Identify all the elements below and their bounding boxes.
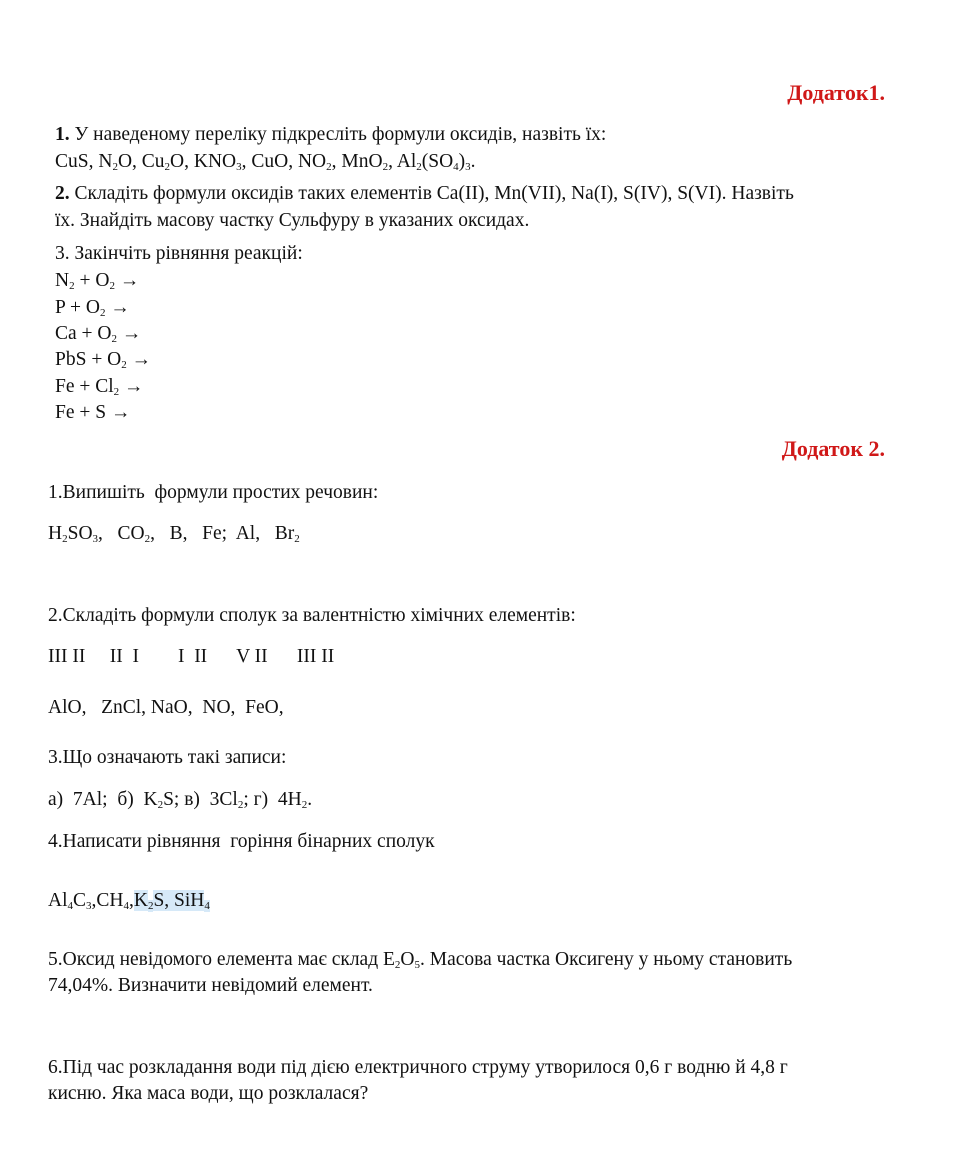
text-segment: P + O (55, 297, 100, 318)
subscript: 2 (237, 799, 244, 811)
subscript: 3 (86, 900, 92, 912)
text-segment: 1.Випишіть формули простих речовин: (48, 482, 379, 503)
text-line (48, 948, 792, 972)
text-segment: + O (74, 270, 110, 291)
text-segment: . Масова частка Оксигену у ньому становить (420, 949, 793, 970)
text-line (55, 182, 794, 206)
text-segment: CuS, N (55, 151, 113, 172)
subscript: 2 (157, 799, 164, 811)
subscript: 2 (382, 161, 389, 173)
text-segment: , MnO (331, 151, 383, 172)
text-segment: (SO (421, 151, 454, 172)
subscript: 2 (164, 161, 171, 173)
text-segment: O (400, 949, 415, 970)
text-line (48, 481, 378, 505)
text-line (48, 1082, 368, 1106)
text-line (55, 209, 529, 233)
subscript: 3 (236, 161, 242, 173)
text-line (55, 296, 130, 320)
text-segment: K (133, 890, 148, 911)
text-segment: → (126, 349, 152, 370)
text-line (48, 604, 576, 628)
text-segment: S, SiH (153, 890, 205, 911)
text-line (48, 830, 435, 854)
text-segment: 3. Закінчіть рівняння реакцій: (55, 243, 303, 264)
text-line (55, 348, 151, 372)
text-segment: , B, Fe; Al, Br (150, 523, 295, 544)
text-segment: Ca + O (55, 323, 112, 344)
text-line (48, 746, 286, 770)
subscript: 2 (99, 307, 106, 319)
subscript: 4 (123, 900, 129, 912)
text-line (55, 150, 476, 174)
text-line (48, 522, 300, 546)
text-segment: , CuO, NO (241, 151, 327, 172)
text-segment: У наведеному переліку підкресліть формули оксидів, назвіть їх: (69, 124, 607, 145)
text-segment: 4.Написати рівняння горіння бінарних сполук (48, 831, 435, 852)
text-segment: 1. (55, 124, 70, 145)
text-segment: 2.Складіть формули сполук за валентністю хімічних елементів: (48, 605, 576, 626)
subscript: 2 (112, 161, 118, 173)
subscript: 4 (453, 161, 459, 173)
text-segment: SO (67, 523, 93, 544)
text-segment: , CO (98, 523, 145, 544)
text-line (55, 322, 141, 346)
subscript: 2 (109, 280, 115, 292)
subscript: 4 (67, 900, 73, 912)
text-line (48, 889, 210, 913)
subscript: 2 (147, 900, 154, 912)
text-segment: O, Cu (117, 151, 165, 172)
subscript: 3 (465, 161, 471, 173)
subscript: 2 (301, 799, 308, 811)
subscript: 2 (416, 161, 422, 173)
text-segment: 5.Оксид невідомого елемента має склад E (48, 949, 395, 970)
subscript: 2 (111, 333, 117, 345)
text-line (48, 788, 312, 812)
text-line (55, 242, 303, 266)
text-line (55, 401, 130, 425)
text-segment: H (48, 523, 63, 544)
text-segment: C (73, 890, 87, 911)
subscript: 2 (294, 533, 300, 545)
text-segment: S; в) 3Cl (163, 789, 238, 810)
text-segment: → (105, 297, 130, 318)
text-segment: III II II I I II V II III II (48, 646, 335, 667)
text-line (48, 696, 284, 720)
text-line (48, 1056, 788, 1080)
text-segment: AlO, ZnCl, NaO, NO, FeO, (48, 697, 284, 718)
subscript: 2 (62, 533, 68, 545)
text-segment: ; г) 4H (243, 789, 302, 810)
text-segment: Al (48, 890, 68, 911)
subscript: 2 (121, 359, 127, 371)
subscript: 2 (69, 280, 75, 292)
text-segment: 3.Що означають такі записи: (48, 747, 287, 768)
text-segment: Складіть формули оксидів таких елементів Ca(II), Mn(VII), Na(I), S(IV), S(VI). Назвіть (69, 183, 794, 204)
subscript: 5 (414, 959, 421, 971)
subscript: 4 (204, 900, 210, 912)
text-segment: → (117, 323, 142, 344)
text-segment: ) (458, 151, 466, 172)
appendix2-title: Додаток 2. (781, 436, 885, 461)
text-segment: → (114, 270, 140, 291)
text-line (55, 269, 139, 293)
text-segment: 74,04%. Визначити невідомий елемент. (48, 975, 373, 996)
text-segment: O, KNO (170, 151, 237, 172)
text-segment: Fe + Cl (55, 376, 114, 397)
text-segment: → (119, 376, 144, 397)
text-line (55, 375, 144, 399)
text-segment: кисню. Яка маса води, що розклалася? (48, 1083, 369, 1104)
subscript: 2 (394, 959, 401, 971)
text-segment: 2. (55, 183, 70, 204)
text-segment: а) 7Al; б) K (48, 789, 158, 810)
text-segment: N (55, 270, 70, 291)
subscript: 3 (92, 533, 99, 545)
text-segment: 6.Під час розкладання води під дією електричного струму утворилося 0,6 г водню й 4,8 г (48, 1057, 788, 1078)
subscript: 2 (144, 533, 151, 545)
text-segment: CH (96, 890, 124, 911)
text-segment: їх. Знайдіть масову частку Сульфуру в указаних оксидах. (55, 210, 530, 231)
text-line (48, 645, 334, 669)
text-segment: PbS + O (55, 349, 122, 370)
text-segment: . (470, 151, 476, 172)
text-segment: , (128, 890, 134, 911)
text-segment: Fe + S → (55, 402, 131, 423)
text-segment: , (91, 890, 97, 911)
subscript: 2 (113, 386, 120, 398)
subscript: 2 (326, 161, 332, 173)
appendix1-title: Додаток1. (787, 80, 885, 105)
text-segment: , Al (388, 151, 417, 172)
text-segment: . (307, 789, 313, 810)
text-line (55, 123, 606, 147)
text-line (48, 974, 373, 998)
